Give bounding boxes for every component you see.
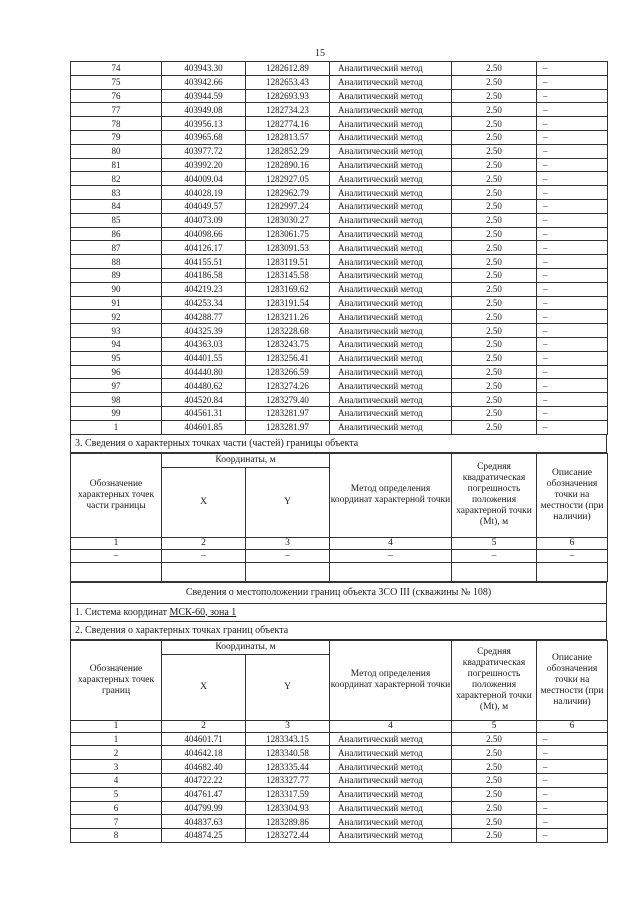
- table-cell: 88: [71, 255, 162, 269]
- table-row: [71, 213, 608, 227]
- table-cell: 1283243.75: [246, 337, 330, 351]
- table-cell: Аналитический метод: [330, 787, 452, 801]
- table-cell: 404401.55: [162, 351, 246, 365]
- table-cell: Аналитический метод: [330, 815, 452, 829]
- table-cell: 1282653.43: [246, 75, 330, 89]
- table-cell: 1283061.75: [246, 227, 330, 241]
- table-cell: –: [537, 103, 608, 117]
- table-cell: 84: [71, 199, 162, 213]
- table-cell: Аналитический метод: [330, 732, 452, 746]
- table-row: [71, 282, 608, 296]
- table-cell: 404722.22: [162, 773, 246, 787]
- table-cell: 2.50: [452, 801, 537, 815]
- table-cell: 91: [71, 296, 162, 310]
- table-cell: 404363.03: [162, 337, 246, 351]
- table-cell: 2.50: [452, 310, 537, 324]
- table-row: [71, 227, 608, 241]
- table-row: [71, 130, 608, 144]
- table-cell: –: [537, 75, 608, 89]
- table-cell: 87: [71, 241, 162, 255]
- table-cell: 2.50: [452, 337, 537, 351]
- table-cell: –: [537, 282, 608, 296]
- table-cell: 404219.23: [162, 282, 246, 296]
- table-cell: 404440.80: [162, 365, 246, 379]
- table-cell: Аналитический метод: [330, 365, 452, 379]
- table-cell: –: [537, 62, 608, 76]
- table-row: [71, 406, 608, 420]
- table-cell: –: [537, 337, 608, 351]
- boundary-points-table-2: [70, 640, 608, 843]
- table-row: [71, 420, 608, 434]
- table-row: [71, 62, 608, 76]
- table-cell: Аналитический метод: [330, 801, 452, 815]
- table-cell: 404028.19: [162, 186, 246, 200]
- table-row: [71, 241, 608, 255]
- col-error-header: Средняя квадратическая погрешность положения характерной точки (Mt), м: [452, 453, 537, 537]
- table-cell: Аналитический метод: [330, 268, 452, 282]
- table-cell: 404186.58: [162, 268, 246, 282]
- table-row: [71, 268, 608, 282]
- table-cell: 1282890.16: [246, 158, 330, 172]
- table-cell: 83: [71, 186, 162, 200]
- table-cell: 2.50: [452, 406, 537, 420]
- table-cell: 80: [71, 144, 162, 158]
- table-cell: 404073.09: [162, 213, 246, 227]
- table-cell: Аналитический метод: [330, 186, 452, 200]
- table-cell: 404520.84: [162, 393, 246, 407]
- table-cell: 404288.77: [162, 310, 246, 324]
- table-cell: Аналитический метод: [330, 746, 452, 760]
- table-cell: 82: [71, 172, 162, 186]
- table-cell: 403942.66: [162, 75, 246, 89]
- table-cell: 2.50: [452, 420, 537, 434]
- table-cell: 85: [71, 213, 162, 227]
- table-cell: –: [537, 158, 608, 172]
- col-method-header: Метод определения координат характерной точки: [330, 453, 452, 537]
- table-cell: Аналитический метод: [330, 213, 452, 227]
- table-row: [71, 365, 608, 379]
- table-cell: 403943.30: [162, 62, 246, 76]
- table-cell: 92: [71, 310, 162, 324]
- table-cell: –: [537, 310, 608, 324]
- table-cell: 1283266.59: [246, 365, 330, 379]
- table-cell: 93: [71, 324, 162, 338]
- table-cell: –: [537, 351, 608, 365]
- col-description-header: Описание обозначения точки на местности (при наличии): [537, 453, 608, 537]
- table-cell: 75: [71, 75, 162, 89]
- table-cell: –: [537, 732, 608, 746]
- table-cell: –: [537, 393, 608, 407]
- table-cell: 1283256.41: [246, 351, 330, 365]
- table-cell: 2.50: [452, 130, 537, 144]
- table-cell: 2.50: [452, 158, 537, 172]
- col-x-header: X: [162, 654, 246, 720]
- table-cell: 2.50: [452, 787, 537, 801]
- table-cell: 2.50: [452, 186, 537, 200]
- table-cell: –: [537, 241, 608, 255]
- table-cell: 403944.59: [162, 89, 246, 103]
- table-row: [71, 815, 608, 829]
- table-cell: Аналитический метод: [330, 420, 452, 434]
- table-cell: 97: [71, 379, 162, 393]
- table-cell: 3: [71, 760, 162, 774]
- table-cell: 77: [71, 103, 162, 117]
- table-cell: 6: [71, 801, 162, 815]
- table-row: [71, 379, 608, 393]
- table-cell: –: [537, 760, 608, 774]
- table-row: [71, 393, 608, 407]
- table-cell: 1283091.53: [246, 241, 330, 255]
- table-cell: 1283211.26: [246, 310, 330, 324]
- col-x-header: X: [162, 467, 246, 537]
- table-cell: 2.50: [452, 255, 537, 269]
- table-cell: 403992.20: [162, 158, 246, 172]
- part-boundary-table: [70, 453, 608, 582]
- table-cell: 2.50: [452, 351, 537, 365]
- table-cell: Аналитический метод: [330, 117, 452, 131]
- table-cell: 1: [71, 420, 162, 434]
- table-cell: 78: [71, 117, 162, 131]
- table-cell: –: [537, 829, 608, 843]
- table-cell: –: [537, 379, 608, 393]
- table-cell: 1283340.58: [246, 746, 330, 760]
- coord-system-prefix: 1. Система координат: [75, 606, 170, 618]
- table-cell: 1283279.40: [246, 393, 330, 407]
- table-row: [71, 89, 608, 103]
- table-cell: 2.50: [452, 746, 537, 760]
- table-cell: 1283335.44: [246, 760, 330, 774]
- points-table-1: [70, 61, 608, 435]
- section3-title: 3. Сведения о характерных точках части (частей) границы объекта: [70, 435, 607, 453]
- table-cell: 2.50: [452, 89, 537, 103]
- table-cell: Аналитический метод: [330, 282, 452, 296]
- table-cell: 1282612.89: [246, 62, 330, 76]
- table-cell: 94: [71, 337, 162, 351]
- table-cell: 403949.08: [162, 103, 246, 117]
- table-cell: 1283327.77: [246, 773, 330, 787]
- page-number: 15: [315, 48, 325, 59]
- table-cell: Аналитический метод: [330, 255, 452, 269]
- table-cell: 404642.18: [162, 746, 246, 760]
- table-cell: 2.50: [452, 815, 537, 829]
- table-cell: Аналитический метод: [330, 62, 452, 76]
- table-cell: 2.50: [452, 199, 537, 213]
- table-cell: 2.50: [452, 268, 537, 282]
- table-cell: Аналитический метод: [330, 773, 452, 787]
- table-cell: –: [537, 773, 608, 787]
- table-cell: 1283191.54: [246, 296, 330, 310]
- table-cell: 1283274.26: [246, 379, 330, 393]
- table-cell: Аналитический метод: [330, 760, 452, 774]
- table-cell: Аналитический метод: [330, 144, 452, 158]
- table-cell: –: [537, 144, 608, 158]
- table-cell: 2.50: [452, 103, 537, 117]
- table-cell: 8: [71, 829, 162, 843]
- coords-group-header: Координаты, м: [162, 640, 330, 654]
- table-cell: 404837.63: [162, 815, 246, 829]
- table-cell: Аналитический метод: [330, 310, 452, 324]
- col-designation-header: Обозначение характерных точек границ: [71, 640, 162, 720]
- table-cell: –: [537, 746, 608, 760]
- table-cell: 2.50: [452, 760, 537, 774]
- table-cell: Аналитический метод: [330, 75, 452, 89]
- table-cell: 1282774.16: [246, 117, 330, 131]
- table-cell: Аналитический метод: [330, 103, 452, 117]
- table-cell: 1283343.15: [246, 732, 330, 746]
- table-row: [71, 732, 608, 746]
- col-method-header: Метод определения координат характерной точки: [330, 640, 452, 720]
- table-cell: 1283145.58: [246, 268, 330, 282]
- table-cell: –: [537, 324, 608, 338]
- table-row: [71, 746, 608, 760]
- dash-row: – – – – – –: [71, 549, 608, 562]
- coord-system-line: [70, 604, 607, 622]
- col-description-header: Описание обозначения точки на местности (при наличии): [537, 640, 608, 720]
- table-cell: 74: [71, 62, 162, 76]
- boundary-points-continuation: [70, 61, 607, 843]
- table-cell: –: [537, 186, 608, 200]
- section2-title: 2. Сведения о характерных точках границ объекта: [70, 622, 607, 640]
- table-row: [71, 337, 608, 351]
- table-cell: 403977.72: [162, 144, 246, 158]
- table-row: [71, 255, 608, 269]
- table-cell: 7: [71, 815, 162, 829]
- table-cell: 404799.99: [162, 801, 246, 815]
- table-row: [71, 158, 608, 172]
- table-cell: Аналитический метод: [330, 89, 452, 103]
- table-cell: 2.50: [452, 732, 537, 746]
- column-numbers-row: 1 2 3 4 5 6: [71, 720, 608, 732]
- table-cell: 2.50: [452, 773, 537, 787]
- table-cell: 1283281.97: [246, 406, 330, 420]
- table-cell: 2.50: [452, 365, 537, 379]
- col-y-header: Y: [246, 654, 330, 720]
- table-cell: 404155.51: [162, 255, 246, 269]
- table-row: [71, 117, 608, 131]
- table-cell: Аналитический метод: [330, 199, 452, 213]
- table-cell: 404253.34: [162, 296, 246, 310]
- table-cell: –: [537, 365, 608, 379]
- table-cell: 404601.85: [162, 420, 246, 434]
- table-cell: 403965.68: [162, 130, 246, 144]
- table-row: [71, 144, 608, 158]
- table-cell: –: [537, 801, 608, 815]
- table-cell: –: [537, 406, 608, 420]
- table-cell: –: [537, 296, 608, 310]
- table-row: [71, 186, 608, 200]
- table-row: [71, 296, 608, 310]
- table-row: [71, 310, 608, 324]
- table-cell: Аналитический метод: [330, 337, 452, 351]
- table-row: [71, 199, 608, 213]
- table-cell: 2.50: [452, 393, 537, 407]
- table-cell: Аналитический метод: [330, 158, 452, 172]
- table-cell: 4: [71, 773, 162, 787]
- table-cell: 89: [71, 268, 162, 282]
- table-cell: 90: [71, 282, 162, 296]
- table-cell: 1283030.27: [246, 213, 330, 227]
- table-cell: 1283281.97: [246, 420, 330, 434]
- table-cell: 2.50: [452, 213, 537, 227]
- table-row: [71, 801, 608, 815]
- coord-system-value: МСК-60, зона 1: [169, 606, 237, 618]
- table-cell: 1282962.79: [246, 186, 330, 200]
- table-cell: 2.50: [452, 172, 537, 186]
- table-cell: 96: [71, 365, 162, 379]
- table-cell: Аналитический метод: [330, 393, 452, 407]
- table-cell: 404682.40: [162, 760, 246, 774]
- col-error-header: Средняя квадратическая погрешность положения характерной точки (Mt), м: [452, 640, 537, 720]
- table-cell: –: [537, 172, 608, 186]
- table-cell: –: [537, 268, 608, 282]
- table-cell: 2.50: [452, 379, 537, 393]
- table-cell: –: [537, 199, 608, 213]
- table-cell: Аналитический метод: [330, 406, 452, 420]
- table-cell: Аналитический метод: [330, 829, 452, 843]
- table-cell: 1283272.44: [246, 829, 330, 843]
- coords-group-header: Координаты, м: [162, 453, 330, 467]
- table-cell: 2.50: [452, 144, 537, 158]
- table-cell: 404325.39: [162, 324, 246, 338]
- table-cell: Аналитический метод: [330, 324, 452, 338]
- table-cell: 1283228.68: [246, 324, 330, 338]
- table-cell: 1283119.51: [246, 255, 330, 269]
- table-cell: 2.50: [452, 117, 537, 131]
- table-cell: 1283169.62: [246, 282, 330, 296]
- table-cell: –: [537, 255, 608, 269]
- table-row: [71, 787, 608, 801]
- table-cell: 404126.17: [162, 241, 246, 255]
- table-cell: 2: [71, 746, 162, 760]
- table-cell: 1283289.86: [246, 815, 330, 829]
- table-cell: 404009.04: [162, 172, 246, 186]
- table-row: [71, 324, 608, 338]
- table-cell: 1283304.93: [246, 801, 330, 815]
- table-cell: 404561.31: [162, 406, 246, 420]
- table-cell: 1282693.93: [246, 89, 330, 103]
- table-cell: 1282852.29: [246, 144, 330, 158]
- col-y-header: Y: [246, 467, 330, 537]
- table-cell: 2.50: [452, 241, 537, 255]
- table-row: [71, 760, 608, 774]
- table-cell: 404761.47: [162, 787, 246, 801]
- table-cell: Аналитический метод: [330, 130, 452, 144]
- table-row: [71, 172, 608, 186]
- table-row: [71, 773, 608, 787]
- table-cell: –: [537, 213, 608, 227]
- table-cell: –: [537, 815, 608, 829]
- table-cell: –: [537, 130, 608, 144]
- table-cell: 1282997.24: [246, 199, 330, 213]
- table-cell: –: [537, 420, 608, 434]
- column-numbers-row: 1 2 3 4 5 6: [71, 537, 608, 549]
- table-cell: Аналитический метод: [330, 241, 452, 255]
- table-cell: 81: [71, 158, 162, 172]
- table-cell: 404480.62: [162, 379, 246, 393]
- table-cell: 1283317.59: [246, 787, 330, 801]
- table-cell: –: [537, 89, 608, 103]
- table-cell: 404098.66: [162, 227, 246, 241]
- table-cell: 404049.57: [162, 199, 246, 213]
- table-row: [71, 103, 608, 117]
- table-cell: 2.50: [452, 282, 537, 296]
- table-cell: 1282927.05: [246, 172, 330, 186]
- table-cell: 5: [71, 787, 162, 801]
- table-cell: 403956.13: [162, 117, 246, 131]
- table-cell: –: [537, 227, 608, 241]
- table-row: [71, 75, 608, 89]
- table-cell: 2.50: [452, 324, 537, 338]
- table-cell: 2.50: [452, 829, 537, 843]
- table-cell: 404601.71: [162, 732, 246, 746]
- table-cell: Аналитический метод: [330, 227, 452, 241]
- table-cell: 2.50: [452, 296, 537, 310]
- table-cell: 2.50: [452, 62, 537, 76]
- table-cell: –: [537, 117, 608, 131]
- table-cell: Аналитический метод: [330, 351, 452, 365]
- table-row: [71, 351, 608, 365]
- table-cell: 98: [71, 393, 162, 407]
- table-cell: Аналитический метод: [330, 379, 452, 393]
- table-cell: Аналитический метод: [330, 172, 452, 186]
- table-cell: Аналитический метод: [330, 296, 452, 310]
- zso-title: Сведения о местоположении границ объекта ЗСО III (скважины № 108): [70, 582, 607, 604]
- table-row: [71, 829, 608, 843]
- table-cell: 95: [71, 351, 162, 365]
- table-cell: 79: [71, 130, 162, 144]
- empty-row: [71, 562, 608, 581]
- table-cell: 1282734.23: [246, 103, 330, 117]
- table-cell: 404874.25: [162, 829, 246, 843]
- table-cell: –: [537, 787, 608, 801]
- table-cell: 86: [71, 227, 162, 241]
- table-cell: 2.50: [452, 227, 537, 241]
- table-cell: 2.50: [452, 75, 537, 89]
- table-cell: 99: [71, 406, 162, 420]
- table-cell: 76: [71, 89, 162, 103]
- col-designation-header: Обозначение характерных точек части границы: [71, 453, 162, 537]
- table-cell: 1282813.57: [246, 130, 330, 144]
- table-cell: 1: [71, 732, 162, 746]
